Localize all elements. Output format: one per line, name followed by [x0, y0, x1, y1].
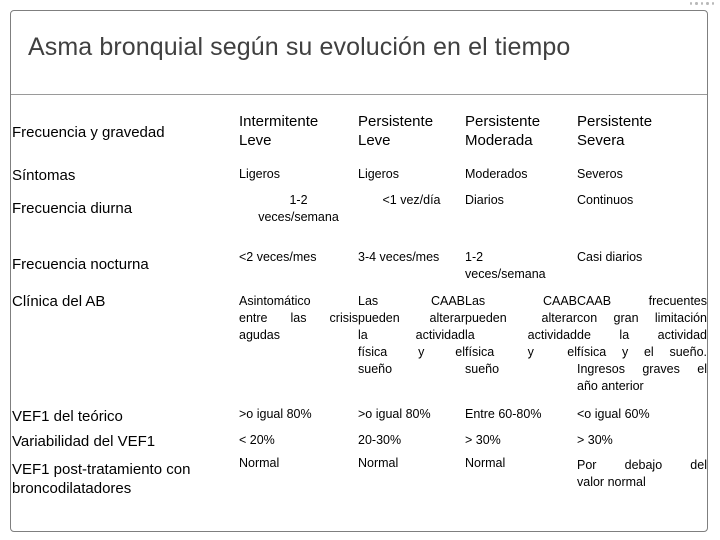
cell-vef1-moderada: Entre 60-80%	[465, 407, 542, 421]
cell-clinica-leve: Las CAAB pueden alterar la actividad física y el sueño	[358, 294, 465, 376]
cell-variabilidad-moderada: > 30%	[465, 433, 501, 447]
cell-sintomas-leve: Ligeros	[358, 167, 399, 181]
cell-variabilidad-intermitente: < 20%	[239, 433, 275, 447]
cell-sintomas-moderada: Moderados	[465, 167, 528, 181]
table-row-vef1	[12, 403, 707, 429]
cell-nocturna-intermitente: <2 veces/mes	[239, 250, 317, 264]
cell-sintomas-intermitente: Ligeros	[239, 167, 280, 181]
row-label-frecuencia-diurna: Frecuencia diurna	[12, 200, 133, 217]
table-row-post-tratamiento	[12, 455, 707, 501]
cell-vef1-severa: <o igual 60%	[577, 407, 650, 421]
column-header-intermitente-leve: Intermitente Leve	[239, 113, 319, 149]
asthma-evolution-table	[12, 112, 707, 501]
decorative-dots	[690, 2, 714, 8]
cell-diurna-severa: Continuos	[577, 193, 634, 207]
row-label-vef1: VEF1 del teórico	[12, 408, 123, 425]
cell-clinica-moderada: Las CAAB pueden alterar la actividad física y el sueño	[465, 294, 577, 376]
cell-nocturna-severa: Casi diarios	[577, 250, 643, 264]
table-row-header	[12, 112, 707, 162]
cell-sintomas-severa: Severos	[577, 167, 623, 181]
row-label-clinica: Clínica del AB	[12, 293, 106, 310]
column-header-persistente-leve: Persistente Leve	[358, 113, 434, 149]
cell-post-severa: Por debajo del valor normal	[577, 458, 707, 489]
cell-vef1-intermitente: >o igual 80%	[239, 407, 312, 421]
cell-diurna-moderada: Diarios	[465, 193, 504, 207]
table-row-sintomas	[12, 162, 707, 192]
cell-diurna-leve: <1 vez/día	[382, 193, 441, 207]
row-label-variabilidad: Variabilidad del VEF1	[12, 433, 156, 450]
cell-variabilidad-severa: > 30%	[577, 433, 613, 447]
cell-clinica-intermitente: Asintomático entre las crisis agudas	[239, 294, 358, 342]
cell-variabilidad-leve: 20-30%	[358, 433, 402, 447]
cell-diurna-intermitente: 1-2 veces/semana	[258, 193, 339, 224]
cell-vef1-leve: >o igual 80%	[358, 407, 431, 421]
table-row-frecuencia-nocturna	[12, 249, 707, 293]
table-row-frecuencia-diurna	[12, 192, 707, 249]
cell-post-leve: Normal	[358, 456, 399, 470]
row-label-frecuencia-gravedad: Frecuencia y gravedad	[12, 124, 165, 141]
table-row-clinica	[12, 293, 707, 403]
row-label-sintomas: Síntomas	[12, 167, 76, 184]
table-row-variabilidad	[12, 429, 707, 455]
cell-post-intermitente: Normal	[239, 456, 280, 470]
column-header-persistente-moderada: Persistente Moderada	[465, 113, 541, 149]
column-header-persistente-severa: Persistente Severa	[577, 113, 653, 149]
cell-post-moderada: Normal	[465, 456, 506, 470]
title-area	[11, 11, 707, 95]
cell-clinica-severa: CAAB frecuentes con gran limitación de la actividad física y el sueño. Ingresos graves el año anterior	[577, 294, 707, 393]
cell-nocturna-moderada: 1-2 veces/semana	[465, 250, 546, 281]
page-title: Asma bronquial según su evolución en el tiempo	[28, 33, 571, 61]
cell-nocturna-leve: 3-4 veces/mes	[358, 250, 440, 264]
row-label-post-tratamiento: VEF1 post-tratamiento con broncodilatadores	[12, 461, 191, 497]
row-label-frecuencia-nocturna: Frecuencia nocturna	[12, 256, 149, 273]
